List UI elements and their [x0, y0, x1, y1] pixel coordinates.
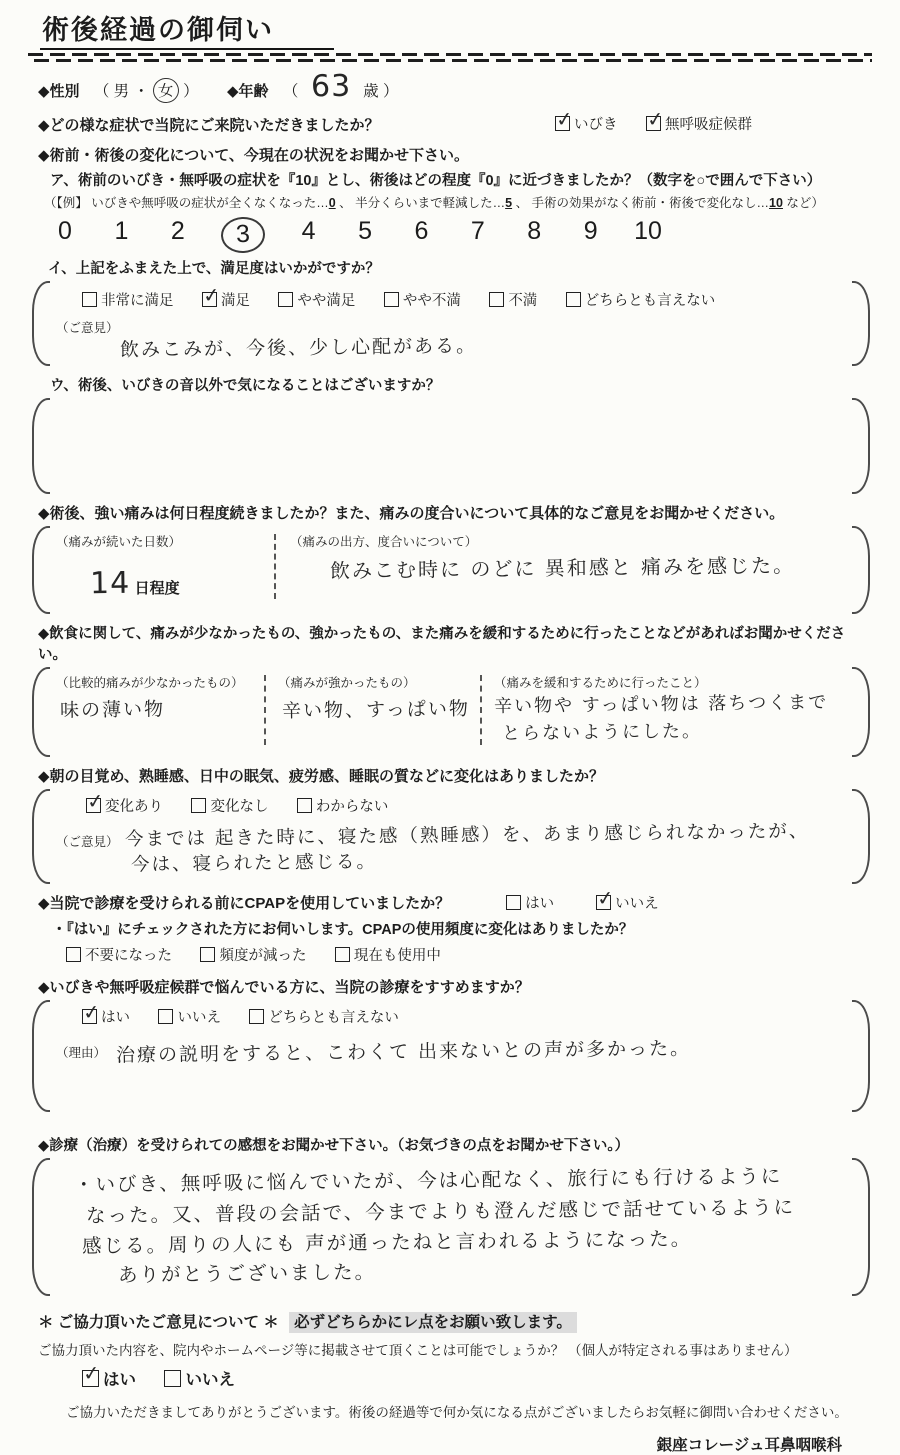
checkbox-label: 現在も使用中 — [353, 948, 441, 964]
example-text: など） — [782, 196, 824, 210]
sleep-comment-handwriting: 今までは 起きた時に、寝た感（熟睡感）を、あまり感じられなかったが、 — [124, 820, 810, 851]
checkbox-snoring[interactable] — [555, 113, 618, 134]
checkbox-icon — [86, 798, 101, 813]
checkbox-label: 不満 — [508, 293, 538, 309]
checkbox-label: はい — [525, 896, 555, 912]
pain-desc-column — [276, 532, 842, 601]
clinic-name: 銀座コレージュ耳鼻咽喉科 — [656, 1436, 842, 1454]
recommend-answer-box[interactable] — [32, 1000, 870, 1112]
consent-question-text: ご協力頂いた内容を、院内やホームページ等に掲載させて頂くことは可能でしょうか？ （個人が特定される事はありません） — [38, 1343, 798, 1358]
scale-number-8[interactable]: 8 — [527, 217, 542, 245]
impression-handwriting: なった。又、普段の会話で、今までよりも澄んだ感じで話せているように — [85, 1195, 796, 1228]
checkbox-apnea[interactable] — [646, 113, 752, 134]
checkbox-icon — [335, 947, 350, 962]
checkbox-label: 非常に満足 — [101, 293, 174, 309]
checkbox-label: どちらとも言えない — [268, 1010, 399, 1026]
cpap-followup-question — [52, 918, 870, 939]
section-heading: ◆診療（治療）を受けられての感想をお聞かせ下さい。（お気づきの点をお聞かせ下さい。） — [38, 1138, 630, 1154]
checkbox-icon — [297, 798, 312, 813]
cpap-question: ◆当院で診療を受けられる前にCPAPを使用していましたか？ — [38, 895, 451, 912]
section-heading: ◆朝の目覚め、熟睡感、日中の眠気、疲労感、睡眠の質などに変化はありましたか？ — [38, 768, 604, 785]
impression-handwriting: ありがとうございました。 — [117, 1260, 377, 1287]
checkbox-recommend-neither[interactable] — [249, 1006, 399, 1027]
age-label: ◆年齢 — [226, 83, 269, 100]
section-heading: ◆術前・術後の変化について、今現在の状況をお聞かせ下さい。 — [38, 147, 469, 164]
scale-number-5[interactable]: 5 — [358, 217, 372, 245]
food-more-pain-handwriting: 辛い物、すっぱい物 — [281, 697, 471, 723]
checkbox-icon — [82, 292, 97, 307]
other-concerns-question — [50, 374, 870, 395]
symptom-question: ◆どの様な症状で当院にご来院いただきましたか？ — [38, 117, 380, 134]
scale-number-2[interactable]: 2 — [170, 217, 185, 245]
example-text: （【例】 いびきや無呼吸の症状が全くなくなった… — [44, 196, 329, 210]
section-heading: ◆飲食に関して、痛みが少なかったもの、強かったもの、また痛みを緩和するために行ったことなどがあればお聞かせください。 — [38, 626, 846, 663]
food-relief-column — [482, 673, 842, 747]
gender-options-pre: （ 男 ・ — [93, 83, 149, 100]
pain-desc-label: （痛みの出方、度合いについて） — [290, 535, 478, 549]
thanks-note — [66, 1401, 870, 1421]
sub-question-text: ア、術前のいびき・無呼吸の症状を『10』とし、術後はどの程度『0』に近づきましたか？（数字を○で囲んで下さい） — [50, 173, 822, 189]
reason-label: （理由） — [56, 1046, 107, 1060]
consent-note — [38, 1310, 870, 1332]
checkbox-label: いびき — [574, 117, 618, 133]
checkbox-cpap-reduced[interactable] — [200, 944, 306, 965]
checkbox-no-change[interactable] — [191, 795, 268, 816]
consent-options — [82, 1366, 870, 1392]
severity-scale — [52, 217, 662, 253]
food-less-pain-column — [56, 673, 264, 747]
change-heading — [38, 144, 870, 165]
checkbox-neither[interactable] — [566, 289, 716, 310]
consent-note-prefix: ＊ ご協力頂いたご意見について ＊ — [38, 1314, 279, 1331]
example-text: 、 半分くらいまで軽減した… — [335, 196, 506, 210]
checkbox-satisfied[interactable] — [202, 289, 250, 310]
satisfaction-comment-handwriting: 飲みこみが、今後、少し心配がある。 — [119, 334, 478, 362]
cpap-question-row — [38, 892, 870, 913]
cpap-followup-text: ・『はい』にチェックされた方にお伺いします。CPAPの使用頻度に変化はありましたか？ — [52, 922, 634, 938]
checkbox-icon — [596, 895, 611, 910]
checkbox-unknown[interactable] — [297, 795, 389, 816]
checkbox-label: 満足 — [220, 293, 250, 309]
food-relief-handwriting: とらないようにした。 — [501, 720, 703, 745]
checkbox-icon — [566, 292, 581, 307]
pain-desc-handwriting: 飲みこむ時に のどに 異和感と 痛みを感じた。 — [329, 553, 796, 583]
pain-heading — [38, 502, 870, 523]
checkbox-icon — [278, 292, 293, 307]
age-post: 歳 ） — [363, 83, 399, 100]
checkbox-recommend-yes[interactable] — [82, 1006, 130, 1027]
checkbox-label: いいえ — [185, 1371, 235, 1389]
checkbox-icon — [200, 947, 215, 962]
checkbox-somewhat-dissatisfied[interactable] — [384, 289, 461, 310]
checkbox-label: やや満足 — [297, 293, 356, 309]
food-heading — [38, 622, 870, 664]
impression-handwriting: 感じる。周りの人にも 声が通ったねと言われるようになった。 — [81, 1227, 693, 1258]
consent-note-highlight: 必ずどちらかにレ点をお願い致します。 — [289, 1312, 577, 1333]
page-title: 術後経過の御伺い — [40, 8, 334, 50]
age-field[interactable] — [282, 68, 399, 105]
checkbox-label: わからない — [315, 799, 389, 815]
age-value: 63 — [310, 68, 352, 105]
checkbox-label: 不要になった — [85, 948, 172, 964]
section-heading: ◆いびきや無呼吸症候群で悩んでいる方に、当院の診療をすすめますか？ — [38, 979, 530, 996]
checkbox-icon — [506, 895, 521, 910]
checkbox-publish-no[interactable] — [164, 1366, 235, 1390]
thanks-text: ご協力いただきましてありがとうございます。術後の経過等で何か気になる点がございましたらお気軽に御問い合わせください。 — [66, 1404, 848, 1420]
pain-days-label: （痛みが続いた日数） — [56, 535, 182, 549]
food-more-pain-column — [266, 673, 480, 747]
scale-number-9[interactable]: 9 — [583, 217, 598, 245]
scale-number-4[interactable]: 4 — [301, 217, 316, 245]
checkbox-label: 変化あり — [105, 799, 163, 815]
scale-number-6[interactable]: 6 — [414, 217, 429, 245]
checkbox-label: いいえ — [177, 1010, 221, 1026]
checkbox-label: どちらとも言えない — [584, 293, 716, 309]
checkbox-label: やや不満 — [402, 293, 461, 309]
checkbox-icon — [158, 1009, 173, 1024]
recommend-reason-handwriting: 治療の説明をすると、こわくて 出来ないとの声が多かった。 — [115, 1037, 692, 1067]
checkbox-icon — [66, 947, 81, 962]
checkbox-label: 変化なし — [210, 799, 269, 815]
scale-number-3-circled[interactable]: 3 — [220, 216, 266, 254]
scale-number-7[interactable]: 7 — [470, 217, 485, 245]
pain-days-column — [56, 532, 274, 601]
sleep-heading — [38, 765, 870, 786]
checkbox-icon — [82, 1009, 97, 1024]
food-answer-box[interactable] — [32, 667, 870, 757]
sub-question-text: イ、上記をふまえた上で、満足度はいかがですか？ — [48, 261, 380, 277]
checkbox-publish-yes[interactable] — [82, 1366, 136, 1390]
checkbox-cpap-no[interactable] — [596, 892, 659, 913]
example-anchor-5: 5 — [505, 196, 513, 210]
gender-label: ◆性別 — [38, 83, 80, 100]
recommend-heading — [38, 976, 870, 997]
gender-selected-circle[interactable]: 女 — [152, 77, 179, 104]
consent-question — [38, 1339, 870, 1359]
checkbox-cpap-yes[interactable] — [506, 892, 554, 913]
checkbox-icon — [384, 292, 399, 307]
profile-row — [38, 69, 870, 104]
checkbox-label: はい — [101, 1010, 130, 1026]
checkbox-icon — [202, 292, 217, 307]
pain-days-handwriting: 14 — [89, 565, 131, 602]
comment-label: （ご意見） — [56, 835, 119, 849]
checkbox-icon — [82, 1370, 99, 1387]
scale-number-1[interactable]: 1 — [114, 217, 129, 245]
impression-answer-box[interactable] — [32, 1158, 870, 1296]
checkbox-cpap-unnecessary[interactable] — [66, 944, 172, 965]
scale-number-0[interactable]: 0 — [58, 217, 72, 245]
food-relief-handwriting: 辛い物や すっぱい物は 落ちつくまで — [493, 691, 829, 718]
section-heading: ◆術後、強い痛みは何日程度続きましたか？また、痛みの度合いについて具体的なご意見をお聞かせください。 — [38, 505, 785, 522]
checkbox-label: 無呼吸症候群 — [665, 117, 752, 133]
checkbox-recommend-no[interactable] — [158, 1006, 221, 1027]
checkbox-icon — [249, 1009, 264, 1024]
symptom-row — [38, 113, 870, 136]
food-more-pain-label: （痛みが強かったもの） — [278, 676, 416, 690]
sleep-answer-box[interactable] — [32, 789, 870, 884]
divider-dashed — [28, 53, 872, 62]
example-anchor-10: 10 — [769, 196, 783, 210]
change-example-line — [44, 193, 870, 211]
checkbox-cpap-still-using[interactable] — [335, 944, 441, 965]
food-less-pain-handwriting: 味の薄い物 — [59, 698, 166, 722]
checkbox-changed[interactable] — [86, 795, 163, 816]
sleep-comment-handwriting: 今は、寝られたと感じる。 — [130, 851, 377, 876]
pain-days-unit: 日程度 — [134, 580, 180, 597]
scale-number-10[interactable]: 10 — [634, 217, 662, 245]
change-sub-a-question — [50, 169, 870, 190]
food-relief-label: （痛みを緩和するために行ったこと） — [494, 676, 707, 690]
satisfaction-answer-box[interactable] — [32, 281, 870, 366]
checkbox-dissatisfied[interactable] — [489, 289, 537, 310]
checkbox-icon — [489, 292, 504, 307]
gender-options — [94, 83, 203, 100]
example-text: 、 手術の効果がなく術前・術後で変化なし… — [512, 196, 770, 210]
impression-heading — [38, 1134, 870, 1155]
other-concerns-answer-box[interactable] — [32, 398, 870, 494]
cpap-followup-options — [66, 944, 870, 967]
checkbox-icon — [646, 116, 661, 131]
age-pre: （ — [282, 83, 299, 100]
checkbox-somewhat-satisfied[interactable] — [278, 289, 355, 310]
sub-question-text: ウ、術後、いびきの音以外で気になることはございますか？ — [50, 378, 441, 394]
checkbox-label: いいえ — [615, 896, 659, 912]
example-anchor-0: 0 — [328, 196, 336, 210]
checkbox-very-satisfied[interactable] — [82, 289, 174, 310]
food-less-pain-label: （比較的痛みが少なかったもの） — [56, 676, 244, 690]
gender-options-post: ） — [183, 83, 199, 100]
comment-label: （ご意見） — [56, 321, 119, 335]
impression-handwriting: ・いびき、無呼吸に悩んでいたが、今は心配なく、旅行にも行けるように — [73, 1164, 783, 1197]
pain-answer-box[interactable] — [32, 526, 870, 614]
checkbox-label: はい — [103, 1371, 136, 1389]
checkbox-label: 頻度が減った — [219, 948, 307, 964]
checkbox-icon — [164, 1370, 181, 1387]
checkbox-icon — [555, 116, 570, 131]
satisfaction-question — [48, 257, 870, 278]
checkbox-icon — [191, 798, 206, 813]
